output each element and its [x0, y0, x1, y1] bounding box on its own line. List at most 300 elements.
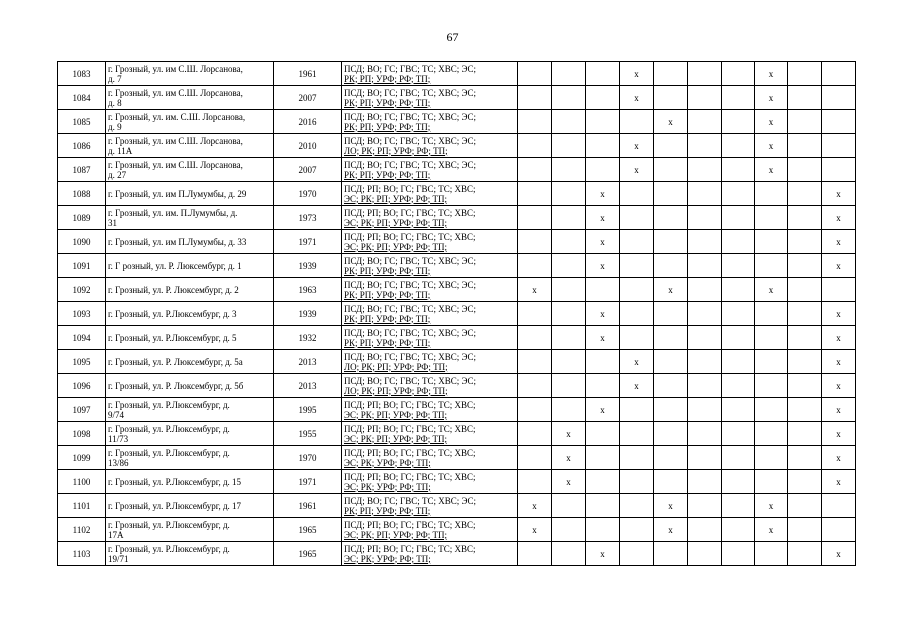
address-line-1: г. Грозный, ул. Р.Люксембург, д.	[108, 447, 230, 458]
build-year: 1965	[274, 518, 342, 542]
address-line-1: г. Грозный, ул. им П.Лумумбы, д. 33	[108, 236, 247, 247]
table-row	[58, 206, 856, 230]
mark-cell-empty	[518, 158, 552, 182]
utilities-line-1: ПСД; ВО; ГС; ГВС; ТС; ХВС; ЭС;	[344, 495, 476, 506]
table-row	[58, 254, 856, 278]
utilities-cell	[342, 374, 518, 398]
address-line-1: г. Грозный, ул. Р. Люксембург, д. 5б	[108, 380, 244, 391]
mark-cell-empty	[518, 422, 552, 446]
mark-cell-checked: x	[518, 494, 552, 518]
mark-cell-empty	[552, 62, 586, 86]
build-year: 1939	[274, 302, 342, 326]
mark-cell-empty	[620, 302, 654, 326]
utilities-line-2: ЭС; РК; РП; УРФ; РФ; ТП;	[344, 409, 448, 420]
mark-cell-checked: x	[620, 374, 654, 398]
utilities-line-1: ПСД; РП; ВО; ГС; ГВС; ТС; ХВС;	[344, 399, 476, 410]
mark-cell-empty	[688, 518, 722, 542]
mark-cell-empty	[586, 446, 620, 470]
row-number: 1094	[58, 326, 106, 350]
mark-cell-checked: x	[586, 182, 620, 206]
utilities-line-1: ПСД; РП; ВО; ГС; ГВС; ТС; ХВС;	[344, 471, 476, 482]
address-cell	[106, 302, 274, 326]
mark-cell-empty	[586, 62, 620, 86]
mark-cell-checked: x	[755, 62, 788, 86]
build-year: 2013	[274, 374, 342, 398]
utilities-line-2: РК; РП; УРФ; РФ; ТП;	[344, 73, 431, 84]
address-line-1: г. Грозный, ул. им. С.Ш. Лорсанова,	[108, 111, 246, 122]
address-line-1: г. Грозный, ул. Р.Люксембург, д. 17	[108, 500, 242, 511]
mark-cell-checked: x	[755, 110, 788, 134]
mark-cell-empty	[722, 518, 755, 542]
utilities-line-2: РК; РП; УРФ; РФ; ТП;	[344, 169, 431, 180]
address-cell	[106, 206, 274, 230]
mark-cell-empty	[788, 446, 822, 470]
mark-cell-empty	[755, 398, 788, 422]
mark-cell-empty	[788, 206, 822, 230]
build-year: 2007	[274, 158, 342, 182]
mark-cell-checked: x	[822, 446, 856, 470]
row-number: 1083	[58, 62, 106, 86]
table-row	[58, 494, 856, 518]
mark-cell-empty	[654, 326, 688, 350]
mark-cell-empty	[788, 326, 822, 350]
mark-cell-empty	[788, 518, 822, 542]
build-year: 1939	[274, 254, 342, 278]
mark-cell-empty	[620, 494, 654, 518]
utilities-cell	[342, 302, 518, 326]
utilities-cell	[342, 470, 518, 494]
mark-cell-empty	[788, 86, 822, 110]
address-line-2: д. 9	[108, 121, 122, 132]
address-cell	[106, 254, 274, 278]
mark-cell-empty	[722, 446, 755, 470]
mark-cell-empty	[654, 302, 688, 326]
mark-cell-empty	[822, 494, 856, 518]
utilities-cell	[342, 518, 518, 542]
build-year: 1961	[274, 494, 342, 518]
mark-cell-empty	[552, 278, 586, 302]
build-year: 1965	[274, 542, 342, 566]
mark-cell-checked: x	[822, 182, 856, 206]
mark-cell-empty	[654, 182, 688, 206]
mark-cell-empty	[620, 254, 654, 278]
mark-cell-empty	[688, 398, 722, 422]
utilities-cell	[342, 278, 518, 302]
utilities-line-2: ЭС; РК; РП; УРФ; РФ; ТП;	[344, 193, 448, 204]
mark-cell-empty	[688, 302, 722, 326]
build-year: 1971	[274, 230, 342, 254]
utilities-line-2: РК; РП; УРФ; РФ; ТП;	[344, 265, 431, 276]
mark-cell-checked: x	[552, 446, 586, 470]
build-year: 1963	[274, 278, 342, 302]
address-cell	[106, 134, 274, 158]
mark-cell-empty	[688, 326, 722, 350]
utilities-line-2: ЭС; РК; УРФ; РФ; ТП;	[344, 553, 431, 564]
mark-cell-empty	[552, 206, 586, 230]
utilities-cell	[342, 62, 518, 86]
build-year: 2013	[274, 350, 342, 374]
mark-cell-empty	[620, 326, 654, 350]
mark-cell-empty	[552, 542, 586, 566]
mark-cell-checked: x	[620, 350, 654, 374]
mark-cell-empty	[518, 254, 552, 278]
utilities-cell	[342, 542, 518, 566]
utilities-line-1: ПСД; РП; ВО; ГС; ГВС; ТС; ХВС;	[344, 543, 476, 554]
utilities-line-2: РК; РП; УРФ; РФ; ТП;	[344, 313, 431, 324]
address-line-1: г. Грозный, ул. Р.Люксембург, д.	[108, 519, 230, 530]
mark-cell-empty	[722, 182, 755, 206]
mark-cell-empty	[620, 110, 654, 134]
address-line-1: г. Грозный, ул. Р. Люксембург, д. 5а	[108, 356, 243, 367]
table-row	[58, 110, 856, 134]
row-number: 1084	[58, 86, 106, 110]
mark-cell-empty	[620, 206, 654, 230]
mark-cell-empty	[654, 230, 688, 254]
table-row	[58, 230, 856, 254]
mark-cell-empty	[552, 254, 586, 278]
table-row	[58, 62, 856, 86]
row-number: 1099	[58, 446, 106, 470]
mark-cell-empty	[788, 230, 822, 254]
build-year: 1970	[274, 182, 342, 206]
mark-cell-empty	[518, 398, 552, 422]
utilities-cell	[342, 422, 518, 446]
mark-cell-empty	[722, 278, 755, 302]
mark-cell-empty	[788, 350, 822, 374]
utilities-cell	[342, 254, 518, 278]
mark-cell-empty	[755, 542, 788, 566]
utilities-cell	[342, 446, 518, 470]
address-line-1: г. Грозный, ул. им. П.Лумумбы, д.	[108, 207, 238, 218]
address-cell	[106, 278, 274, 302]
mark-cell-empty	[518, 302, 552, 326]
mark-cell-empty	[722, 542, 755, 566]
mark-cell-empty	[586, 158, 620, 182]
mark-cell-empty	[688, 422, 722, 446]
utilities-line-2: ЭС; РК; РП; УРФ; РФ; ТП;	[344, 529, 448, 540]
mark-cell-empty	[688, 350, 722, 374]
utilities-line-1: ПСД; РП; ВО; ГС; ГВС; ТС; ХВС;	[344, 519, 476, 530]
address-line-2: 9/74	[108, 409, 125, 420]
utilities-cell	[342, 350, 518, 374]
table-row	[58, 518, 856, 542]
mark-cell-empty	[688, 62, 722, 86]
mark-cell-empty	[552, 302, 586, 326]
row-number: 1103	[58, 542, 106, 566]
mark-cell-empty	[722, 422, 755, 446]
address-cell	[106, 494, 274, 518]
utilities-line-1: ПСД; РП; ВО; ГС; ГВС; ТС; ХВС;	[344, 447, 476, 458]
row-number: 1091	[58, 254, 106, 278]
mark-cell-empty	[654, 542, 688, 566]
utilities-line-2: РК; РП; УРФ; РФ; ТП;	[344, 97, 431, 108]
build-year: 1961	[274, 62, 342, 86]
address-line-1: г. Грозный, ул. Р. Люксембург, д. 2	[108, 284, 239, 295]
utilities-line-2: ЛО; РК; РП; УРФ; РФ; ТП;	[344, 385, 448, 396]
mark-cell-checked: x	[620, 158, 654, 182]
utilities-cell	[342, 182, 518, 206]
utilities-line-2: ЛО; РК; РП; УРФ; РФ; ТП;	[344, 145, 448, 156]
mark-cell-checked: x	[822, 398, 856, 422]
row-number: 1100	[58, 470, 106, 494]
table-row	[58, 302, 856, 326]
mark-cell-empty	[518, 206, 552, 230]
mark-cell-empty	[755, 230, 788, 254]
utilities-line-2: РК; РП; УРФ; РФ; ТП;	[344, 337, 431, 348]
mark-cell-empty	[688, 110, 722, 134]
address-line-1: г. Грозный, ул. Р.Люксембург, д. 5	[108, 332, 237, 343]
mark-cell-empty	[688, 230, 722, 254]
build-year: 1971	[274, 470, 342, 494]
utilities-cell	[342, 158, 518, 182]
table-row	[58, 158, 856, 182]
utilities-cell	[342, 110, 518, 134]
mark-cell-empty	[552, 158, 586, 182]
mark-cell-empty	[552, 518, 586, 542]
utilities-line-1: ПСД; ВО; ГС; ГВС; ТС; ХВС; ЭС;	[344, 303, 476, 314]
mark-cell-empty	[620, 542, 654, 566]
utilities-line-1: ПСД; ВО; ГС; ГВС; ТС; ХВС; ЭС;	[344, 255, 476, 266]
table-row	[58, 182, 856, 206]
mark-cell-empty	[518, 326, 552, 350]
table-row	[58, 470, 856, 494]
mark-cell-checked: x	[620, 86, 654, 110]
mark-cell-empty	[620, 398, 654, 422]
mark-cell-empty	[722, 134, 755, 158]
mark-cell-empty	[688, 134, 722, 158]
mark-cell-empty	[518, 374, 552, 398]
mark-cell-empty	[654, 206, 688, 230]
mark-cell-empty	[688, 278, 722, 302]
mark-cell-empty	[518, 470, 552, 494]
utilities-line-1: ПСД; ВО; ГС; ГВС; ТС; ХВС; ЭС;	[344, 279, 476, 290]
utilities-cell	[342, 230, 518, 254]
mark-cell-checked: x	[586, 398, 620, 422]
mark-cell-empty	[788, 374, 822, 398]
address-cell	[106, 446, 274, 470]
mark-cell-checked: x	[586, 206, 620, 230]
mark-cell-checked: x	[755, 86, 788, 110]
table-row	[58, 350, 856, 374]
utilities-line-1: ПСД; ВО; ГС; ГВС; ТС; ХВС; ЭС;	[344, 87, 476, 98]
utilities-line-1: ПСД; ВО; ГС; ГВС; ТС; ХВС; ЭС;	[344, 63, 476, 74]
mark-cell-empty	[688, 182, 722, 206]
mark-cell-empty	[722, 254, 755, 278]
mark-cell-empty	[518, 62, 552, 86]
mark-cell-empty	[552, 374, 586, 398]
mark-cell-empty	[788, 470, 822, 494]
mark-cell-empty	[688, 86, 722, 110]
address-line-2: д. 7	[108, 73, 122, 84]
build-year: 1932	[274, 326, 342, 350]
mark-cell-empty	[586, 374, 620, 398]
utilities-line-1: ПСД; РП; ВО; ГС; ГВС; ТС; ХВС;	[344, 207, 476, 218]
mark-cell-empty	[688, 254, 722, 278]
mark-cell-empty	[654, 158, 688, 182]
mark-cell-empty	[788, 62, 822, 86]
utilities-line-2: РК; РП; УРФ; РФ; ТП;	[344, 121, 431, 132]
mark-cell-empty	[654, 62, 688, 86]
address-cell	[106, 86, 274, 110]
mark-cell-checked: x	[822, 302, 856, 326]
address-cell	[106, 518, 274, 542]
mark-cell-empty	[722, 86, 755, 110]
row-number: 1102	[58, 518, 106, 542]
mark-cell-empty	[518, 182, 552, 206]
mark-cell-empty	[620, 422, 654, 446]
build-year: 1970	[274, 446, 342, 470]
mark-cell-checked: x	[586, 230, 620, 254]
mark-cell-empty	[688, 470, 722, 494]
mark-cell-empty	[755, 326, 788, 350]
address-cell	[106, 182, 274, 206]
mark-cell-empty	[788, 494, 822, 518]
mark-cell-empty	[688, 374, 722, 398]
mark-cell-empty	[755, 350, 788, 374]
table-row	[58, 422, 856, 446]
mark-cell-empty	[620, 518, 654, 542]
mark-cell-empty	[722, 110, 755, 134]
mark-cell-empty	[586, 422, 620, 446]
mark-cell-checked: x	[755, 158, 788, 182]
utilities-cell	[342, 494, 518, 518]
mark-cell-empty	[620, 446, 654, 470]
build-year: 1955	[274, 422, 342, 446]
mark-cell-empty	[518, 350, 552, 374]
address-line-2: д. 11А	[108, 145, 133, 156]
row-number: 1095	[58, 350, 106, 374]
housing-registry-table	[57, 61, 856, 566]
utilities-line-2: ЭС; РК; УРФ; РФ; ТП;	[344, 481, 431, 492]
mark-cell-empty	[586, 470, 620, 494]
utilities-cell	[342, 398, 518, 422]
mark-cell-empty	[654, 398, 688, 422]
mark-cell-checked: x	[822, 542, 856, 566]
mark-cell-checked: x	[822, 206, 856, 230]
address-line-1: г. Грозный, ул. Р.Люксембург, д. 15	[108, 476, 242, 487]
row-number: 1089	[58, 206, 106, 230]
mark-cell-empty	[688, 494, 722, 518]
row-number: 1098	[58, 422, 106, 446]
mark-cell-checked: x	[586, 254, 620, 278]
mark-cell-empty	[552, 494, 586, 518]
mark-cell-empty	[722, 470, 755, 494]
mark-cell-empty	[755, 206, 788, 230]
utilities-line-1: ПСД; ВО; ГС; ГВС; ТС; ХВС; ЭС;	[344, 111, 476, 122]
mark-cell-empty	[755, 446, 788, 470]
mark-cell-empty	[722, 62, 755, 86]
address-cell	[106, 374, 274, 398]
mark-cell-empty	[822, 518, 856, 542]
mark-cell-empty	[586, 110, 620, 134]
mark-cell-checked: x	[654, 494, 688, 518]
utilities-line-2: ЛО; РК; РП; УРФ; РФ; ТП;	[344, 361, 448, 372]
mark-cell-checked: x	[822, 422, 856, 446]
address-line-2: 13/86	[108, 457, 129, 468]
mark-cell-empty	[620, 230, 654, 254]
table-row	[58, 326, 856, 350]
address-line-2: 11/73	[108, 433, 129, 444]
mark-cell-empty	[586, 86, 620, 110]
build-year: 2010	[274, 134, 342, 158]
mark-cell-empty	[788, 542, 822, 566]
mark-cell-empty	[620, 278, 654, 302]
row-number: 1086	[58, 134, 106, 158]
utilities-line-1: ПСД; ВО; ГС; ГВС; ТС; ХВС; ЭС;	[344, 351, 476, 362]
address-line-1: г. Г розный, ул. Р. Люксембург, д. 1	[108, 260, 242, 271]
mark-cell-empty	[755, 254, 788, 278]
table-row	[58, 278, 856, 302]
address-line-1: г. Грозный, ул. Р.Люксембург, д. 3	[108, 308, 237, 319]
mark-cell-checked: x	[586, 542, 620, 566]
mark-cell-empty	[654, 350, 688, 374]
utilities-line-1: ПСД; ВО; ГС; ГВС; ТС; ХВС; ЭС;	[344, 159, 476, 170]
table-row	[58, 542, 856, 566]
mark-cell-empty	[552, 86, 586, 110]
row-number: 1101	[58, 494, 106, 518]
row-number: 1085	[58, 110, 106, 134]
address-line-2: 19/71	[108, 553, 129, 564]
utilities-line-1: ПСД; РП; ВО; ГС; ГВС; ТС; ХВС;	[344, 183, 476, 194]
mark-cell-empty	[518, 110, 552, 134]
mark-cell-empty	[654, 86, 688, 110]
mark-cell-empty	[788, 302, 822, 326]
address-cell	[106, 62, 274, 86]
utilities-cell	[342, 326, 518, 350]
utilities-line-1: ПСД; ВО; ГС; ГВС; ТС; ХВС; ЭС;	[344, 135, 476, 146]
mark-cell-checked: x	[654, 518, 688, 542]
mark-cell-empty	[586, 494, 620, 518]
build-year: 1973	[274, 206, 342, 230]
mark-cell-empty	[788, 158, 822, 182]
mark-cell-empty	[722, 158, 755, 182]
address-line-2: д. 27	[108, 169, 127, 180]
utilities-line-2: ЭС; РК; РП; УРФ; РФ; ТП;	[344, 433, 448, 444]
utilities-line-1: ПСД; ВО; ГС; ГВС; ТС; ХВС; ЭС;	[344, 375, 476, 386]
mark-cell-empty	[788, 182, 822, 206]
address-line-2: д. 8	[108, 97, 122, 108]
mark-cell-empty	[552, 350, 586, 374]
mark-cell-empty	[586, 134, 620, 158]
row-number: 1093	[58, 302, 106, 326]
utilities-line-2: РК; РП; УРФ; РФ; ТП;	[344, 289, 431, 300]
mark-cell-empty	[755, 302, 788, 326]
mark-cell-empty	[788, 254, 822, 278]
row-number: 1097	[58, 398, 106, 422]
table-row	[58, 374, 856, 398]
mark-cell-empty	[586, 278, 620, 302]
mark-cell-checked: x	[620, 134, 654, 158]
mark-cell-empty	[722, 230, 755, 254]
address-line-1: г. Грозный, ул. им С.Ш. Лорсанова,	[108, 159, 243, 170]
mark-cell-empty	[822, 62, 856, 86]
mark-cell-empty	[822, 158, 856, 182]
page-number: 67	[446, 30, 459, 44]
mark-cell-empty	[722, 326, 755, 350]
utilities-line-2: РК; РП; УРФ; РФ; ТП;	[344, 505, 431, 516]
utilities-line-1: ПСД; РП; ВО; ГС; ГВС; ТС; ХВС;	[344, 423, 476, 434]
mark-cell-checked: x	[552, 470, 586, 494]
mark-cell-empty	[722, 374, 755, 398]
mark-cell-empty	[654, 422, 688, 446]
mark-cell-empty	[586, 518, 620, 542]
mark-cell-empty	[654, 254, 688, 278]
mark-cell-empty	[755, 374, 788, 398]
mark-cell-empty	[822, 134, 856, 158]
mark-cell-empty	[722, 206, 755, 230]
mark-cell-empty	[518, 134, 552, 158]
mark-cell-empty	[788, 278, 822, 302]
